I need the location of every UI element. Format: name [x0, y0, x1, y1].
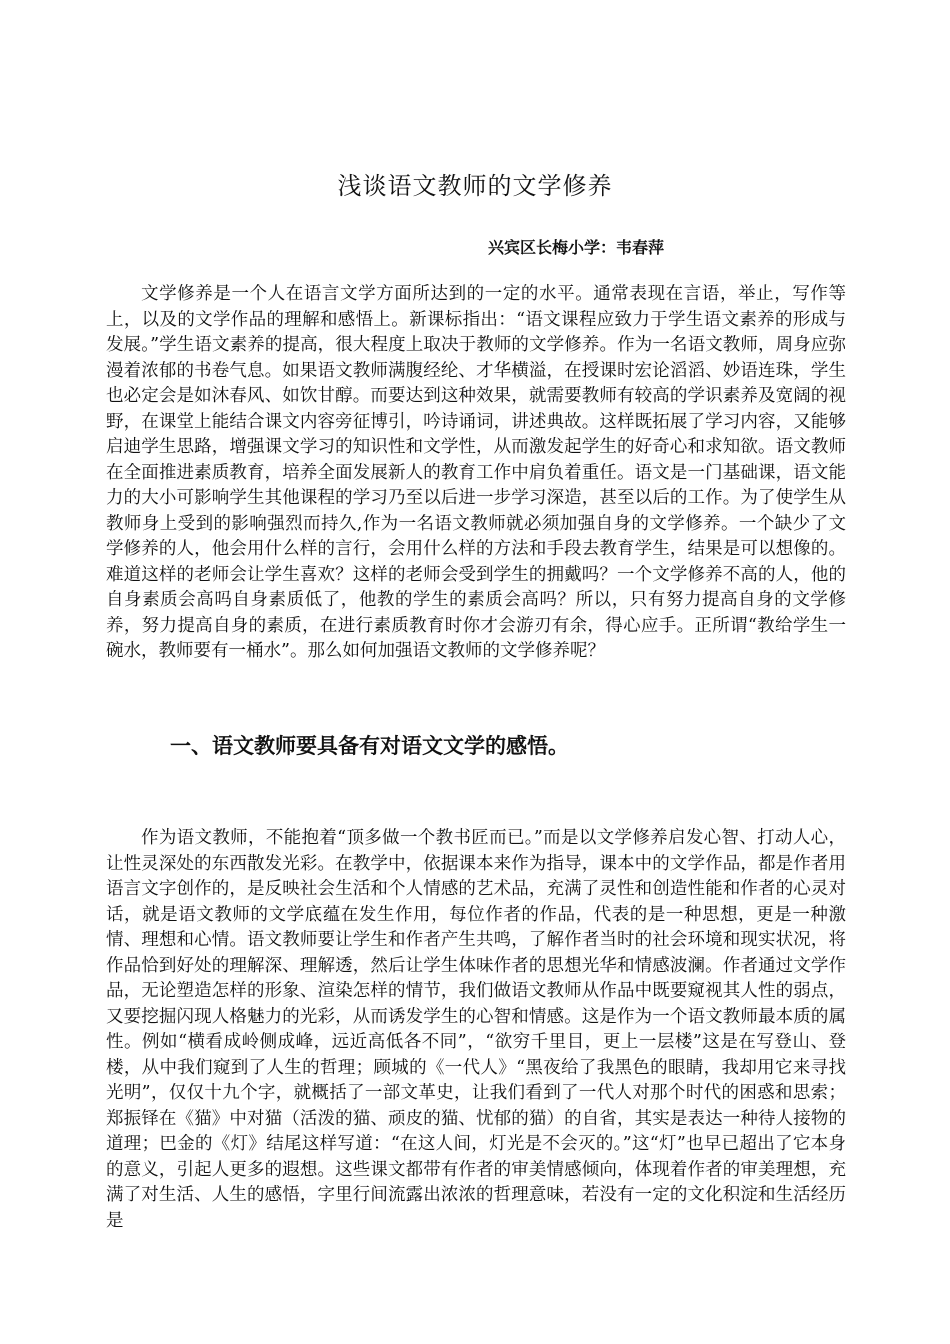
body-paragraph: 作为语文教师，不能抱着“顶多做一个教书匠而已。”而是以文学修养启发心智、打动人心，让性灵深处的东西散发光彩。在教学中，依据课本来作为指导，课本中的文学作品，都是作者用语言文字创作的，是反映社会生活和个人情感的艺术品，充满了灵性和创造性能和作者的心灵对话，就是语文教师的文学底蕴在发生作用，每位作者的作品，代表的是一种思想，更是一种激情、理想和心情。语文教师要让学生和作者产生共鸣，了解作者当时的社会环境和现实状况，将作品恰到好处的理解深、理解透，然后让学生体味作者的思想光华和情感波澜。作者通过文学作品，无论塑造怎样的形象、渲染怎样的情节，我们做语文教师从作品中既要窥视其人性的弱点，又要挖掘闪现人格魅力的光彩，从而诱发学生的心智和情感。这是作为一个语文教师最本质的属性。例如“横看成岭侧成峰，远近高低各不同”，“欲穷千里目，更上一层楼”这是在写登山、登楼，从中我们窥到了人生的哲理；顾城的《一代人》“黑夜给了我黑色的眼睛，我却用它来寻找光明”，仅仅十九个字，就概括了一部文革史，让我们看到了一代人对那个时代的困惑和思索；郑振铎在《猫》中对猫（活泼的猫、顽皮的猫、忧郁的猫）的自省，其实是表达一种待人接物的道理；巴金的《灯》结尾这样写道：“在这人间，灯光是不会灭的。”这“灯”也早已超出了它本身的意义，引起人更多的遐想。这些课文都带有作者的审美情感倾向，体现着作者的审美理想，充满了对生活、人生的感悟，字里行间流露出浓浓的哲理意味，若没有一定的文化积淀和生活经历是	[106, 828, 846, 1231]
author-line: 兴宾区长梅小学：韦春萍	[488, 238, 665, 257]
intro-paragraph: 文学修养是一个人在语言文学方面所达到的一定的水平。通常表现在言语，举止，写作等上，以及的文学作品的理解和感悟上。新课标指出：“语文课程应致力于学生语文素养的形成与发展。”学生语文素养的提高，很大程度上取决于教师的文学修养。作为一名语文教师，周身应弥漫着浓郁的书卷气息。如果语文教师满腹经纶、才华横溢，在授课时宏论滔滔、妙语连珠，学生也必定会是如沐春风、如饮甘醇。而要达到这种效果，就需要教师有较高的学识素养及宽阔的视野，在课堂上能结合课文内容旁征博引，吟诗诵词，讲述典故。这样既拓展了学习内容，又能够启迪学生思路，增强课文学习的知识性和文学性，从而激发起学生的好奇心和求知欲。语文教师在全面推进素质教育，培养全面发展新人的教育工作中肩负着重任。语文是一门基础课，语文能力的大小可影响学生其他课程的学习乃至以后进一步学习深造，甚至以后的工作。为了使学生从教师身上受到的影响强烈而持久,作为一名语文教师就必须加强自身的文学修养。一个缺少了文学修养的人，他会用什么样的言行，会用什么样的方法和手段去教育学生，结果是可以想像的。难道这样的老师会让学生喜欢？这样的老师会受到学生的拥戴吗？一个文学修养不高的人，他的自身素质会高吗自身素质低了，他教的学生的素质会高吗？所以，只有努力提高自身的文学修养，努力提高自身的素质，在进行素质教育时你才会游刃有余，得心应手。正所谓“教给学生一碗水，教师要有一桶水”。那么如何加强语文教师的文学修养呢？	[106, 284, 846, 661]
document-title: 浅谈语文教师的文学修养	[337, 172, 613, 200]
section-heading: 一、语文教师要具备有对语文文学的感悟。	[170, 734, 569, 758]
